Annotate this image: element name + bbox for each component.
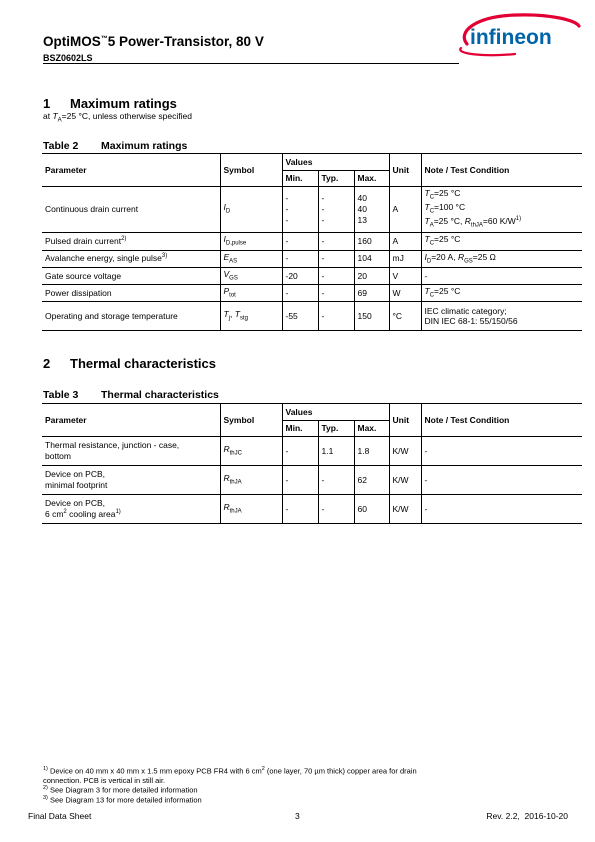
note-sub: thJA <box>470 223 483 230</box>
footnote-3 <box>43 795 513 805</box>
footnote-text: (one layer, 70 µm thick) copper area for drain <box>264 766 417 776</box>
row-max: 150 <box>354 302 389 331</box>
section-1-subtitle <box>43 111 192 124</box>
note-var: T <box>424 202 430 213</box>
symbol-letter: R <box>223 443 230 454</box>
parameter-line: Device on PCB, <box>45 469 105 480</box>
header-values: Values <box>282 404 389 421</box>
row-min <box>282 187 318 233</box>
row-typ <box>318 187 354 233</box>
symbol-sub: D,pulse <box>225 240 247 247</box>
row-typ: - <box>318 267 354 284</box>
header-max: Max. <box>354 171 389 187</box>
row-parameter <box>42 250 220 267</box>
table-3-title: Thermal characteristics <box>101 389 219 401</box>
row-note <box>421 250 582 267</box>
row-parameter: Continuous drain current <box>42 187 220 233</box>
symbol-letter: T <box>234 309 240 320</box>
row-max <box>354 187 389 233</box>
row-unit: A <box>389 232 421 250</box>
note-sub: GS <box>464 258 473 265</box>
row-min: - <box>282 437 318 466</box>
symbol-sub: tot <box>229 292 236 299</box>
row-max: 69 <box>354 284 389 301</box>
row-max: 104 <box>354 250 389 267</box>
title-prefix: OptiMOS <box>43 34 101 49</box>
note-text: =25 °C <box>434 285 461 296</box>
header-typ: Typ. <box>318 421 354 437</box>
row-unit: K/W <box>389 437 421 466</box>
row-unit: °C <box>389 302 421 331</box>
max-value: 40 <box>357 193 367 204</box>
symbol-letter: I <box>223 202 226 213</box>
row-max: 60 <box>354 495 389 524</box>
symbol-letter: V <box>223 268 230 279</box>
note-sub: C <box>429 240 435 247</box>
table-row <box>42 284 582 301</box>
row-symbol <box>220 284 282 301</box>
row-note <box>421 187 582 233</box>
row-parameter <box>42 495 220 524</box>
note-text: =20 A, <box>431 251 458 262</box>
note-var: R <box>457 251 465 262</box>
row-typ: - <box>318 495 354 524</box>
row-note: - <box>421 466 582 495</box>
row-symbol <box>220 187 282 233</box>
table-row <box>42 437 582 466</box>
row-min: - <box>282 250 318 267</box>
row-note <box>421 284 582 301</box>
header-symbol: Symbol <box>220 154 282 187</box>
typ-value: - <box>321 193 325 204</box>
header-parameter: Parameter <box>42 404 220 437</box>
symbol-letter: T <box>223 309 229 320</box>
table-row <box>42 302 582 331</box>
symbol-sub: j <box>228 315 231 322</box>
header-typ: Typ. <box>318 171 354 187</box>
note-var: R <box>464 216 471 227</box>
row-typ: - <box>318 284 354 301</box>
note-sub: C <box>429 208 435 215</box>
row-unit: mJ <box>389 250 421 267</box>
row-unit: A <box>389 187 421 233</box>
section-1-heading <box>43 96 177 111</box>
row-unit: V <box>389 267 421 284</box>
table-row <box>42 466 582 495</box>
note-line <box>425 216 580 230</box>
row-max: 1.8 <box>354 437 389 466</box>
row-min: -20 <box>282 267 318 284</box>
footnote-2 <box>43 785 513 795</box>
section-1-number: 1 <box>43 96 51 111</box>
footnote-text: See Diagram 3 for more detailed information <box>47 785 198 795</box>
note-text: =25 °C <box>434 233 461 244</box>
row-typ: - <box>318 250 354 267</box>
header-divider <box>43 63 459 64</box>
note-sub: C <box>429 194 435 201</box>
symbol-letter: I <box>223 233 226 244</box>
row-symbol <box>220 495 282 524</box>
note-sub: D <box>426 258 432 265</box>
header-min: Min. <box>282 171 318 187</box>
section-2-title: Thermal characteristics <box>70 356 216 371</box>
table-2-title: Maximum ratings <box>101 140 188 152</box>
subtitle-post: =25 °C, unless otherwise specified <box>61 111 192 121</box>
symbol-letter: E <box>223 251 230 262</box>
exponent: 2 <box>63 509 67 516</box>
row-symbol <box>220 250 282 267</box>
symbol-letter: R <box>223 501 230 512</box>
row-note <box>421 232 582 250</box>
row-unit: K/W <box>389 495 421 524</box>
table-2-number: Table 2 <box>43 140 79 152</box>
row-unit: K/W <box>389 466 421 495</box>
table-3-caption <box>43 389 219 401</box>
row-symbol <box>220 267 282 284</box>
parameter-line: Device on PCB, <box>45 498 105 509</box>
row-parameter <box>42 466 220 495</box>
symbol-letter: R <box>223 472 230 483</box>
thermal-characteristics-table <box>42 403 582 524</box>
typ-value: - <box>321 203 325 214</box>
table-row <box>42 250 582 267</box>
symbol-letter: P <box>223 285 230 296</box>
symbol-sub: thJA <box>229 508 242 515</box>
footnote-ref: 1) <box>115 509 121 516</box>
note-text: =25 °C <box>434 188 461 198</box>
footnote-text: Device on 40 mm x 40 mm x 1.5 mm epoxy PCB FR4 with 6 cm <box>47 766 262 776</box>
parameter-text: cooling area <box>66 509 116 519</box>
note-var: T <box>424 285 430 296</box>
note-line <box>425 188 580 202</box>
footnote-text: See Diagram 13 for more detailed information <box>47 795 202 805</box>
note-text: =100 °C <box>434 202 466 213</box>
symbol-sub: stg <box>239 315 248 322</box>
maximum-ratings-table <box>42 153 582 331</box>
table-2-caption <box>43 140 187 152</box>
row-parameter <box>42 437 220 466</box>
table-row <box>42 232 582 250</box>
note-var: T <box>424 216 430 227</box>
row-symbol <box>220 302 282 331</box>
part-number: BSZ0602LS <box>43 53 93 63</box>
max-value: 13 <box>357 214 367 225</box>
min-value: - <box>285 193 289 204</box>
footer-revision: Rev. 2.2, 2016-10-20 <box>486 811 568 821</box>
row-typ: - <box>318 466 354 495</box>
table-row <box>42 267 582 284</box>
symbol-sub: thJC <box>229 450 242 457</box>
footnotes <box>43 766 513 805</box>
header-note: Note / Test Condition <box>421 154 582 187</box>
note-var: I <box>424 251 427 262</box>
row-symbol <box>220 437 282 466</box>
header-note: Note / Test Condition <box>421 404 582 437</box>
section-1-title: Maximum ratings <box>70 96 177 111</box>
footnote-ref: 2) <box>121 235 127 242</box>
exponent: 2 <box>261 766 265 772</box>
parameter-line: Thermal resistance, junction - case, <box>45 440 180 451</box>
row-min: -55 <box>282 302 318 331</box>
header-parameter: Parameter <box>42 154 220 187</box>
note-text: =60 K/W <box>482 216 516 227</box>
section-2-heading <box>43 356 216 371</box>
row-min: - <box>282 466 318 495</box>
footer-page-number: 3 <box>295 811 300 821</box>
row-symbol <box>220 232 282 250</box>
note-text: =25 °C, <box>433 216 465 227</box>
footnote-mark: 1) <box>43 766 48 772</box>
row-symbol <box>220 466 282 495</box>
row-max: 62 <box>354 466 389 495</box>
row-parameter: Power dissipation <box>42 284 220 301</box>
note-var: T <box>424 233 430 244</box>
note-line <box>425 202 580 216</box>
symbol-sub: GS <box>229 275 238 282</box>
note-sub: C <box>429 292 435 299</box>
row-note: - <box>421 495 582 524</box>
row-typ: 1.1 <box>318 437 354 466</box>
min-value: - <box>285 214 289 225</box>
header-values: Values <box>282 154 389 171</box>
row-parameter <box>42 232 220 250</box>
header-unit: Unit <box>389 154 421 187</box>
footer-doc-type: Final Data Sheet <box>28 811 92 821</box>
header-min: Min. <box>282 421 318 437</box>
row-parameter: Operating and storage temperature <box>42 302 220 331</box>
row-max: 20 <box>354 267 389 284</box>
parameter-line: minimal footprint <box>45 480 108 490</box>
trademark-mark: ™ <box>100 35 108 43</box>
header-unit: Unit <box>389 404 421 437</box>
row-unit: W <box>389 284 421 301</box>
row-min: - <box>282 284 318 301</box>
row-typ: - <box>318 302 354 331</box>
parameter-text: 6 cm <box>45 509 64 519</box>
row-parameter: Gate source voltage <box>42 267 220 284</box>
row-typ: - <box>318 232 354 250</box>
subtitle-var: T <box>52 111 58 121</box>
row-max: 160 <box>354 232 389 250</box>
title-suffix: 5 Power-Transistor, 80 V <box>107 34 264 49</box>
logo-swoosh-lower <box>460 48 515 55</box>
row-note: - <box>421 437 582 466</box>
parameter-text: Avalanche energy, single pulse <box>45 253 162 264</box>
note-line: DIN IEC 68-1: 55/150/56 <box>424 316 518 327</box>
parameter-text: Pulsed drain current <box>45 235 122 246</box>
row-min: - <box>282 232 318 250</box>
table-3-number: Table 3 <box>43 389 79 401</box>
subtitle-sub: A <box>57 117 62 124</box>
max-value: 40 <box>357 203 367 214</box>
footnote-ref: 3) <box>161 253 168 260</box>
logo-wordmark: infineon <box>470 26 552 49</box>
footnote-ref: 1) <box>515 216 522 223</box>
row-note: - <box>421 267 582 284</box>
footnote-mark: 3) <box>43 795 48 802</box>
footnote-1 <box>43 766 513 776</box>
subtitle-pre: at <box>43 111 53 121</box>
typ-value: - <box>321 214 325 225</box>
row-note <box>421 302 582 331</box>
header-max: Max. <box>354 421 389 437</box>
parameter-line: bottom <box>45 451 71 461</box>
note-var: T <box>424 188 430 198</box>
note-sub: A <box>429 223 434 230</box>
footnote-1-continued: connection. PCB is vertical in still air. <box>43 775 166 785</box>
note-line: IEC climatic category; <box>424 305 507 316</box>
table-row <box>42 495 582 524</box>
footnote-mark: 2) <box>43 785 48 792</box>
infineon-logo <box>455 10 582 58</box>
header-symbol: Symbol <box>220 404 282 437</box>
document-title <box>43 34 264 49</box>
section-2-number: 2 <box>43 356 51 371</box>
row-min: - <box>282 495 318 524</box>
symbol-separator: , <box>230 309 235 320</box>
table-row <box>42 187 582 233</box>
symbol-sub: D <box>225 208 231 215</box>
symbol-sub: AS <box>229 258 238 265</box>
symbol-sub: thJA <box>229 479 242 486</box>
note-text: =25 Ω <box>472 251 496 262</box>
min-value: - <box>285 203 289 214</box>
parameter-line <box>45 509 217 520</box>
